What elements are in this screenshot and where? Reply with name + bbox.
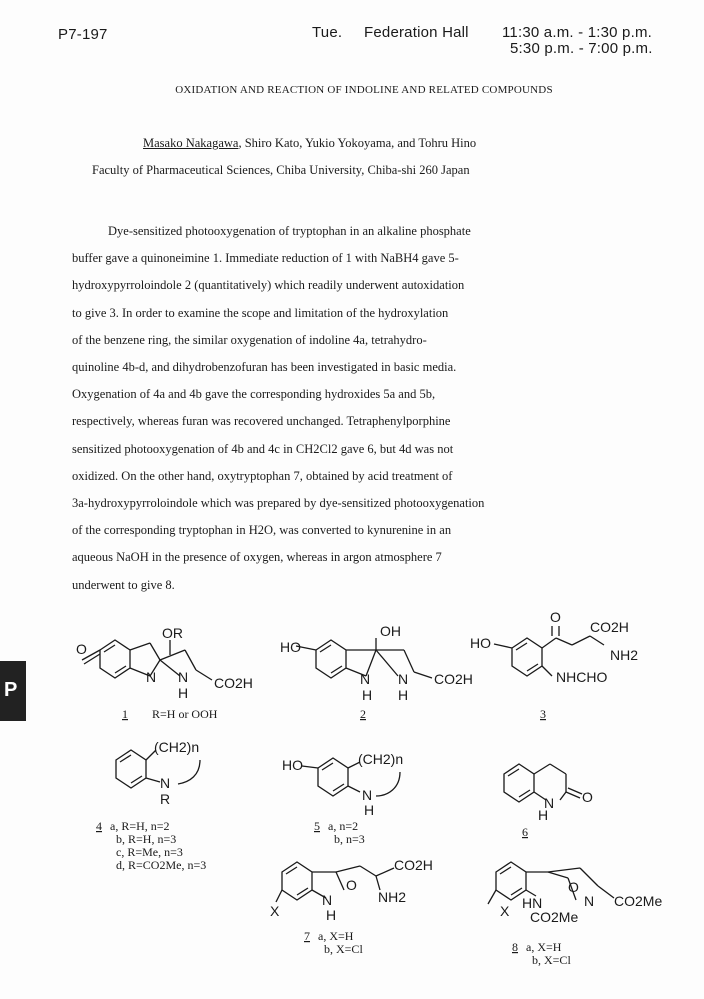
struct2-atom: H [362,687,373,703]
structure-8 [488,862,662,967]
structure-1 [76,625,253,721]
struct8-variant: a, X=H [526,940,562,954]
struct6-atom: O [582,789,593,805]
struct8-number: 8 [512,940,518,954]
struct8-atom: HN [522,895,543,911]
struct3-atom: O [550,609,561,625]
struct7-variant: b, X=Cl [324,942,363,956]
struct7-atom: H [326,907,337,923]
struct8-atom: X [500,903,510,919]
struct3-atom: NHCHO [556,669,608,685]
struct2-number: 2 [360,707,366,721]
struct1-atom: N [146,669,157,685]
structure-6 [504,764,593,839]
struct2-atom: OH [380,623,401,639]
structure-2 [280,623,473,721]
struct6-atom: H [538,807,549,823]
struct5-atom: HO [282,757,303,773]
struct5-atom: N [362,787,373,803]
paper-title: OXIDATION AND REACTION OF INDOLINE AND RELATED COMPOUNDS [175,84,553,96]
abstract-line: oxidized. On the other hand, oxytryptophan 7, obtained by acid treatment of [72,468,453,483]
struct1-caption: R=H or OOH [152,707,218,721]
abstract-line: buffer gave a quinoneimine 1. Immediate reduction of 1 with NaBH4 gave 5- [72,251,459,266]
struct8-atom: O [568,879,579,895]
struct7-atom: CO2H [394,857,433,873]
struct8-atom: CO2Me [614,893,663,909]
struct2-atom: N [360,671,371,687]
session-code: P7-197 [58,26,108,43]
abstract-line: to give 3. In order to examine the scope and limitation of the hydroxylation [72,305,449,320]
struct4-atom: N [160,775,171,791]
struct5-variant: b, n=3 [334,832,365,846]
abstract-line: Dye-sensitized photooxygenation of tryptophan in an alkaline phosphate [108,224,471,238]
presenting-author: Masako Nakagawa [143,136,239,150]
struct2-atom: H [398,687,409,703]
struct5-number: 5 [314,819,320,833]
struct4-variant: d, R=CO2Me, n=3 [116,858,207,872]
struct1-atom: CO2H [214,675,253,691]
struct3-atom: HO [470,635,491,651]
co-authors: , Shiro Kato, Yukio Yokoyama, and Tohru Hino [238,136,477,150]
structure-3 [470,609,638,721]
struct3-number: 3 [540,707,546,721]
struct6-number: 6 [522,825,528,839]
struct2-atom: HO [280,639,301,655]
struct1-atom: O [76,641,87,657]
struct7-atom: N [322,892,333,908]
struct1-atom: H [178,685,189,701]
struct8-variant: b, X=Cl [532,953,571,967]
session-day: Tue. [312,24,343,41]
abstract-line: aqueous NaOH in the presence of oxygen, whereas in argon atmosphere 7 [72,550,442,565]
struct5-atom: (CH2)n [358,751,404,767]
struct7-variant: a, X=H [318,929,354,943]
abstract-line: hydroxypyrroloindole 2 (quantitatively) which readily underwent autoxidation [72,278,465,293]
struct1-atom: OR [162,625,183,641]
struct3-atom: CO2H [590,619,629,635]
struct4-variant: a, R=H, n=2 [110,819,170,833]
struct7-atom: X [270,903,280,919]
session-venue: Federation Hall [364,24,469,41]
struct3-atom: NH2 [610,647,639,663]
struct2-atom: N [398,671,409,687]
structure-4 [96,739,206,872]
struct7-atom: NH2 [378,889,407,905]
struct4-number: 4 [96,819,102,833]
structure-7 [270,857,433,956]
abstract-line: 3a-hydroxypyrroloindole which was prepared by dye-sensitized photooxygenation [72,496,485,511]
abstract-line: underwent to give 8. [72,577,175,592]
struct1-atom: N [178,669,189,685]
section-tab-letter: P [4,679,18,701]
abstract-line: of the benzene ring, the similar oxygenation of indoline 4a, tetrahydro- [72,332,427,347]
session-time-1: 11:30 a.m. - 1:30 p.m. [502,24,653,41]
struct8-atom: CO2Me [530,909,579,925]
abstract-line: of the corresponding tryptophan in H2O, was converted to kynurenine in an [72,523,452,538]
struct2-atom: CO2H [434,671,473,687]
structure-5 [282,751,403,846]
affiliation: Faculty of Pharmaceutical Sciences, Chiba University, Chiba-shi 260 Japan [92,163,470,177]
struct4-variant: b, R=H, n=3 [116,832,177,846]
struct1-number: 1 [122,707,128,721]
struct6-atom: N [544,795,555,811]
abstract-line: Oxygenation of 4a and 4b gave the corresponding hydroxides 5a and 5b, [72,387,436,402]
struct4-atom: (CH2)n [154,739,200,755]
abstract-line: respectively, whereas furan was recovered unchanged. Tetraphenylporphine [72,414,451,429]
session-time-2: 5:30 p.m. - 7:00 p.m. [510,40,653,57]
struct7-atom: O [346,877,357,893]
struct5-atom: H [364,802,375,818]
struct8-atom: N [584,893,595,909]
struct4-atom: R [160,791,171,807]
struct4-variant: c, R=Me, n=3 [116,845,183,859]
abstract-line: sensitized photooxygenation of 4b and 4c in CH2Cl2 gave 6, but 4d was not [72,441,454,456]
struct5-variant: a, n=2 [328,819,359,833]
struct7-number: 7 [304,929,310,943]
abstract-line: quinoline 4b-d, and dihydrobenzofuran has been investigated in basic media. [72,360,457,375]
